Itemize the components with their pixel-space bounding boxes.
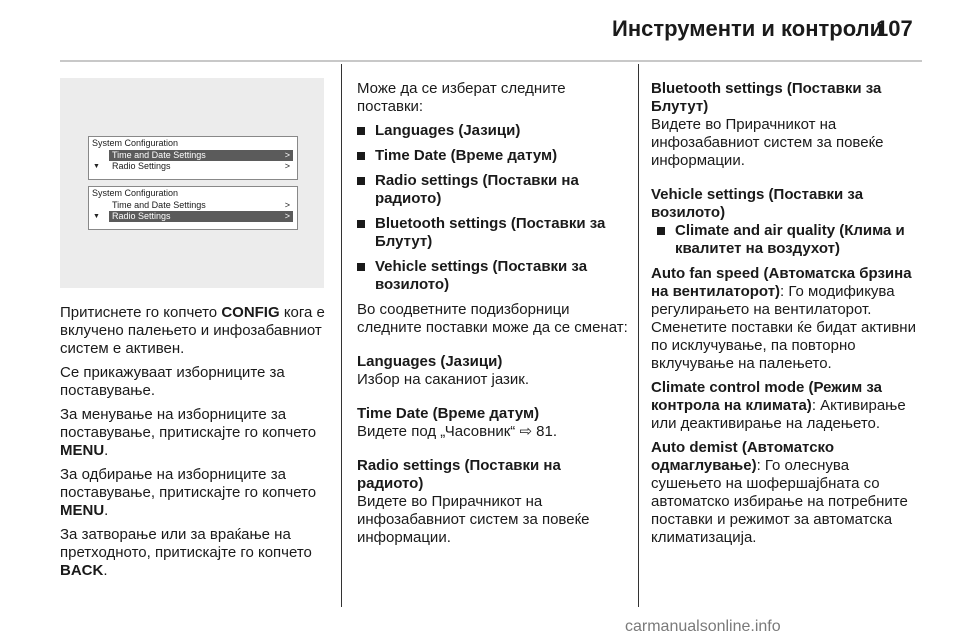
bullet-square-icon [357,220,365,228]
spacer [651,176,923,186]
text: За затворање или за враќање на претходното, притискајте го копчето [60,526,312,561]
paragraph: Видете под „Часовник“ ⇨ 81. [357,423,558,440]
text: За одбирање на изборниците за поставување, притискајте го копчето [60,466,317,501]
menu-row-time-date [109,150,293,161]
sub-item-text: : Го олеснува сушењето на шофершајбната со автоматско избирање на потребните поставки и режимот за автоматска климатизација. [651,457,908,546]
screen-config-2 [88,186,298,230]
section-heading: Vehicle settings (Поставки за возилото) [651,186,864,221]
bullet-label: Climate and air quality (Клима и квалитет на воздухот) [675,222,905,257]
sub-item [651,379,923,433]
sub-item-heading: Auto demist (Автоматско одмаглување) [651,439,835,474]
spacer [357,447,629,457]
page-number: 107 [876,16,913,41]
column-left [60,304,330,586]
bullet-item [357,172,629,208]
bullet-square-icon [357,127,365,135]
sub-item-text: : Активирање или деактивирање на ладењето. [651,397,906,432]
menu-row-time-date [109,200,293,211]
paragraph: Се прикажуваат изборниците за поставување. [60,364,285,399]
text: . [104,502,109,519]
button-name-config: CONFIG [221,304,280,321]
bullet-item [357,122,629,140]
paragraph: Видете во Прирачникот на инфозабавниот систем за повеќе информации. [651,116,884,169]
bullet-item [357,215,629,251]
header-rule [60,60,922,62]
sub-item [651,265,923,373]
column-right [651,80,923,553]
bullet-square-icon [657,227,665,235]
paragraph [60,406,330,460]
bullet-label: Bluetooth settings (Поставки за Блутут) [375,215,606,250]
arrow-down-icon: ▼ [93,163,100,170]
text: . [104,442,109,459]
bullet-item [357,258,629,294]
button-name-menu: MENU [60,442,105,459]
paragraph: Во соодветните подизборници следните поставки може да се сменат: [357,301,628,336]
bullet-item [357,147,629,165]
bullet-label: Radio settings (Поставки на радиото) [375,172,579,207]
menu-row-label: Time and Date Settings [112,200,206,210]
intro-text: Може да се изберат следните поставки: [357,80,566,115]
chevron-right-icon: > [284,150,290,160]
button-name-back: BACK [60,562,104,579]
column-middle [357,80,629,553]
paragraph [60,466,330,520]
bullet-square-icon [357,263,365,271]
chevron-right-icon: > [284,211,290,221]
paragraph: Избор на саканиот јазик. [357,371,530,388]
watermark: carmanualsonline.info [625,618,781,635]
spacer [357,343,629,353]
column-divider [638,64,639,607]
menu-row-radio [93,211,293,222]
button-name-menu: MENU [60,502,105,519]
section-heading: Time Date (Време датум) [357,405,540,422]
spacer [357,395,629,405]
paragraph [60,304,330,358]
paragraph [60,526,330,580]
screen-caption: System Configuration [92,188,179,198]
menu-row-label: Time and Date Settings [112,150,206,160]
page-header [0,0,960,60]
section-heading: Languages (Јазици) [357,353,503,370]
text: Притиснете го копчето [60,304,222,321]
menu-row-label: Radio Settings [112,161,171,171]
menu-row-label: Radio Settings [112,211,171,221]
bullet-square-icon [357,152,365,160]
arrow-down-icon: ▼ [93,213,100,220]
column-divider [341,64,342,607]
text: кога е вклучено палењето и инфозабавниот систем е активен. [60,304,325,357]
chapter-title: Инструменти и контроли [612,16,884,41]
sub-item-heading: Auto fan speed (Автоматска брзина на вентилаторот) [651,265,912,300]
section-heading: Bluetooth settings (Поставки за Блутут) [651,80,882,115]
chevron-right-icon: > [284,200,290,210]
sub-item-text: : Го модификува регулирањето на вентилаторот. Сменетите поставки ќе бидат активни по исклучување, па повторно вклучување на палењето. [651,283,916,372]
screen-config-1 [88,136,298,180]
section-heading: Radio settings (Поставки на радиото) [357,457,561,492]
text: . [103,562,108,579]
chevron-right-icon: > [284,161,290,171]
menu-row-radio [93,161,293,172]
sub-item [651,439,923,547]
config-figure [60,78,324,288]
bullet-label: Vehicle settings (Поставки за возилото) [375,258,588,293]
sub-item-heading: Climate control mode (Режим за контрола на климата) [651,379,883,414]
bullet-label: Time Date (Време датум) [375,147,558,164]
bullet-label: Languages (Јазици) [375,122,521,139]
paragraph: Видете во Прирачникот на инфозабавниот систем за повеќе информации. [357,493,590,546]
bullet-square-icon [357,177,365,185]
screen-caption: System Configuration [92,138,179,148]
text: За менување на изборниците за поставување, притискајте го копчето [60,406,317,441]
bullet-item [657,222,923,258]
